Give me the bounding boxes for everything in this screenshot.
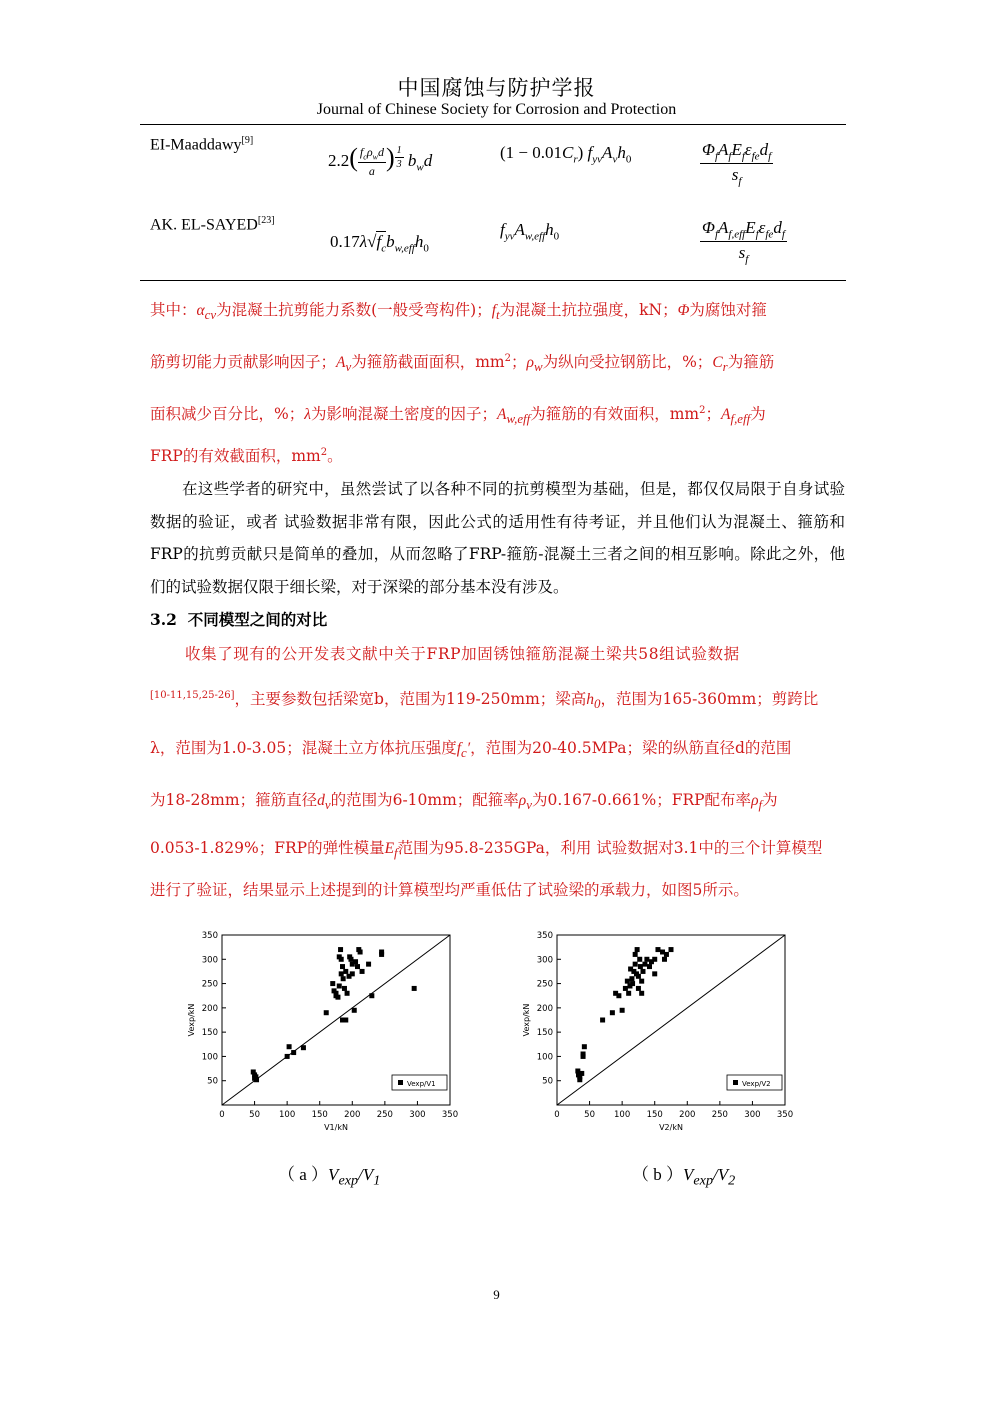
data-point <box>366 962 371 967</box>
data-point <box>581 1054 586 1059</box>
x-tick-label: 150 <box>646 1110 663 1120</box>
scatter-chart-a <box>180 925 470 1140</box>
data-point <box>340 1018 345 1023</box>
legend-marker <box>733 1080 738 1085</box>
y-tick-label: 100 <box>536 1052 553 1063</box>
caption-a: （ a ）$V_{exp}/V_1$ <box>278 1165 381 1189</box>
data-point <box>285 1054 290 1059</box>
journal-title-cn: 中国腐蚀与防护学报 <box>397 76 596 100</box>
formula-concrete-2: $0.17\lambda√f_cb_{w,eff}h_0$ <box>330 232 429 255</box>
data-point <box>337 984 342 989</box>
table-author-2: AK. EL-SAYED[23] <box>150 215 275 234</box>
data-point <box>664 952 669 957</box>
note-line-1: 其中：$\alpha_{cv}$为混凝土抗剪能力系数(一般受弯构件)；$f_t$为混凝土抗拉强度，kN；Φ为腐蚀对箍 <box>150 301 767 323</box>
data-point <box>355 964 360 969</box>
x-axis-label: V1/kN <box>324 1123 348 1132</box>
x-tick-label: 350 <box>776 1110 794 1120</box>
x-tick-label: 150 <box>311 1110 328 1120</box>
section-heading: 3.2 不同模型之间的对比 <box>150 610 328 629</box>
para2-line-4: 为18-28mm；箍筋直径$d_v$的范围为6-10mm；配箍率$\rho_v$为0.167-0.661%；FRP配布率$\rho_f$为 <box>150 791 778 813</box>
para2-line-3: λ，范围为1.0-3.05；混凝土立方体抗压强度$f_c'$，范围为20-40.5MPa；梁的纵筋直径d的范围 <box>150 739 792 761</box>
data-point <box>610 1010 615 1015</box>
x-tick-label: 250 <box>711 1110 728 1120</box>
data-point <box>635 947 640 952</box>
x-tick-label: 200 <box>679 1110 696 1120</box>
page-number: 9 <box>493 1287 500 1302</box>
y-tick-label: 350 <box>201 931 218 941</box>
data-point <box>340 964 345 969</box>
x-tick-label: 0 <box>219 1110 225 1120</box>
data-point <box>630 981 635 986</box>
y-tick-label: 150 <box>536 1028 553 1039</box>
data-point <box>636 986 641 991</box>
x-tick-label: 200 <box>344 1110 361 1120</box>
data-point <box>352 1008 357 1013</box>
data-point <box>338 947 343 952</box>
data-point <box>369 993 374 998</box>
data-point <box>254 1077 259 1082</box>
formula-frp-1: $\frac{\Phi_fA_fE_f\varepsilon_{fe}d_f}{s_f}$ <box>702 140 772 188</box>
table-author-1: EI-Maaddawy[9] <box>150 135 254 154</box>
data-point <box>644 957 649 962</box>
data-point <box>662 957 667 962</box>
data-point <box>629 976 634 981</box>
y-tick-label: 50 <box>542 1076 553 1087</box>
data-point <box>339 971 344 976</box>
y-axis-label: Vexp/kN <box>187 1003 196 1037</box>
data-point <box>669 947 674 952</box>
table-bottom-rule <box>140 280 846 281</box>
data-point <box>636 974 641 979</box>
data-point <box>652 971 657 976</box>
journal-title-en: Journal of Chinese Society for Corrosion and Protection <box>316 101 677 118</box>
data-point <box>582 1044 587 1049</box>
x-tick-label: 100 <box>279 1110 296 1120</box>
paragraph-discussion: 在这些学者的研究中，虽然尝试了以各种不同的抗剪模型为基础，但是，都仅仅局限于自身试验数据的验证，或者 试验数据非常有限，因此公式的适用性有待考证，并且他们认为混凝土、箍筋和FRP的抗剪贡献只是简单的叠加，从而忽略了FRP-箍筋-混凝土三者之间的相互影响。除此之外，他们的试验数据仅限于细长梁，对于深梁的部分基本没有涉及。 <box>150 480 845 596</box>
x-axis-label: V2/kN <box>659 1123 683 1132</box>
data-point <box>655 947 660 952</box>
data-point <box>379 952 384 957</box>
data-point <box>342 986 347 991</box>
para2-line-2: [10-11,15,25-26]，主要参数包括梁宽b，范围为119-250mm；梁高$h_0$，范围为165-360mm；剪跨比 <box>150 690 819 712</box>
formula-concrete-1: 2.2( $\frac{f_c\rho_wd}{a}$ ) $^{\frac{1}{3}}$ $b_wd$ <box>328 143 433 179</box>
data-point <box>350 971 355 976</box>
data-point <box>640 969 645 974</box>
data-point <box>633 952 638 957</box>
data-point <box>639 991 644 996</box>
data-point <box>412 986 417 991</box>
data-point <box>348 957 353 962</box>
note-line-3: 面积减少百分比，%；λ为影响混凝土密度的因子；$A_{w,eff}$为箍筋的有效面积，$mm^2$；$A_{f,eff}$为 <box>150 404 766 427</box>
data-point <box>616 993 621 998</box>
legend-label: Vexp/V2 <box>742 1080 771 1088</box>
data-point <box>620 1008 625 1013</box>
x-tick-label: 50 <box>249 1110 260 1120</box>
formula-stirrup-2: $f_{yv}A_{w,eff}h_0$ <box>500 220 560 243</box>
formula-stirrup-1: $(1 - 0.01C_r)$ $f_{yv}A_vh_0$ <box>500 143 632 166</box>
caption-b: （ b ）$V_{exp}/V_2$ <box>632 1165 736 1189</box>
x-tick-label: 300 <box>409 1110 426 1120</box>
data-point <box>642 962 647 967</box>
y-tick-label: 100 <box>201 1052 218 1063</box>
data-point <box>639 979 644 984</box>
note-line-2: 筋剪切能力贡献影响因子；$A_v$为箍筋截面面积，$mm^2$；$\rho_w$为纵向受拉钢筋比，%；$C_r$为箍筋 <box>150 352 775 375</box>
x-tick-label: 250 <box>376 1110 393 1120</box>
data-point <box>291 1050 296 1055</box>
data-point <box>579 1071 584 1076</box>
y-tick-label: 300 <box>536 955 553 966</box>
data-point <box>337 954 342 959</box>
x-tick-label: 100 <box>614 1110 631 1120</box>
formula-frp-2: $\frac{\Phi_fA_{f,eff}E_f\varepsilon_{fe}d_f}{s_f}$ <box>702 218 785 266</box>
data-point <box>633 962 638 967</box>
para2-line-1: 收集了现有的公开发表文献中关于FRP加固锈蚀箍筋混凝土梁共58组试验数据 <box>185 645 740 663</box>
data-point <box>625 979 630 984</box>
header-rule <box>140 124 846 125</box>
para2-line-6: 进行了验证，结果显示上述提到的计算模型均严重低估了试验梁的承载力，如图5所示。 <box>150 881 749 899</box>
data-point <box>301 1045 306 1050</box>
y-tick-label: 150 <box>201 1028 218 1039</box>
para2-line-5: 0.053-1.829%；FRP的弹性模量$E_f$范围为95.8-235GPa，利用 试验数据对3.1中的三个计算模型 <box>150 839 823 861</box>
y-tick-label: 200 <box>536 1003 553 1014</box>
data-point <box>647 964 652 969</box>
data-point <box>358 950 363 955</box>
data-point <box>324 1010 329 1015</box>
legend-marker <box>398 1080 403 1085</box>
y-tick-label: 50 <box>207 1076 218 1087</box>
data-point <box>626 991 631 996</box>
y-axis-label: Vexp/kN <box>522 1003 531 1037</box>
y-tick-label: 350 <box>536 931 553 941</box>
data-point <box>345 991 350 996</box>
data-point <box>637 957 642 962</box>
y-tick-label: 200 <box>201 1003 218 1014</box>
y-tick-label: 250 <box>201 979 218 990</box>
data-point <box>360 969 365 974</box>
data-point <box>600 1018 605 1023</box>
data-point <box>341 976 346 981</box>
scatter-chart-b <box>515 925 805 1140</box>
data-point <box>638 964 643 969</box>
data-point <box>334 991 339 996</box>
x-tick-label: 0 <box>554 1110 560 1120</box>
x-tick-label: 300 <box>744 1110 761 1120</box>
data-point <box>330 981 335 986</box>
data-point <box>287 1044 292 1049</box>
data-point <box>652 957 657 962</box>
y-tick-label: 300 <box>201 955 218 966</box>
data-point <box>577 1077 582 1082</box>
data-point <box>623 986 628 991</box>
y-tick-label: 250 <box>536 979 553 990</box>
x-tick-label: 50 <box>584 1110 595 1120</box>
data-point <box>353 959 358 964</box>
note-line-4: FRP的有效截面积，$mm^2$。 <box>150 446 343 465</box>
data-point <box>343 969 348 974</box>
legend-label: Vexp/V1 <box>407 1080 436 1088</box>
x-tick-label: 350 <box>441 1110 459 1120</box>
